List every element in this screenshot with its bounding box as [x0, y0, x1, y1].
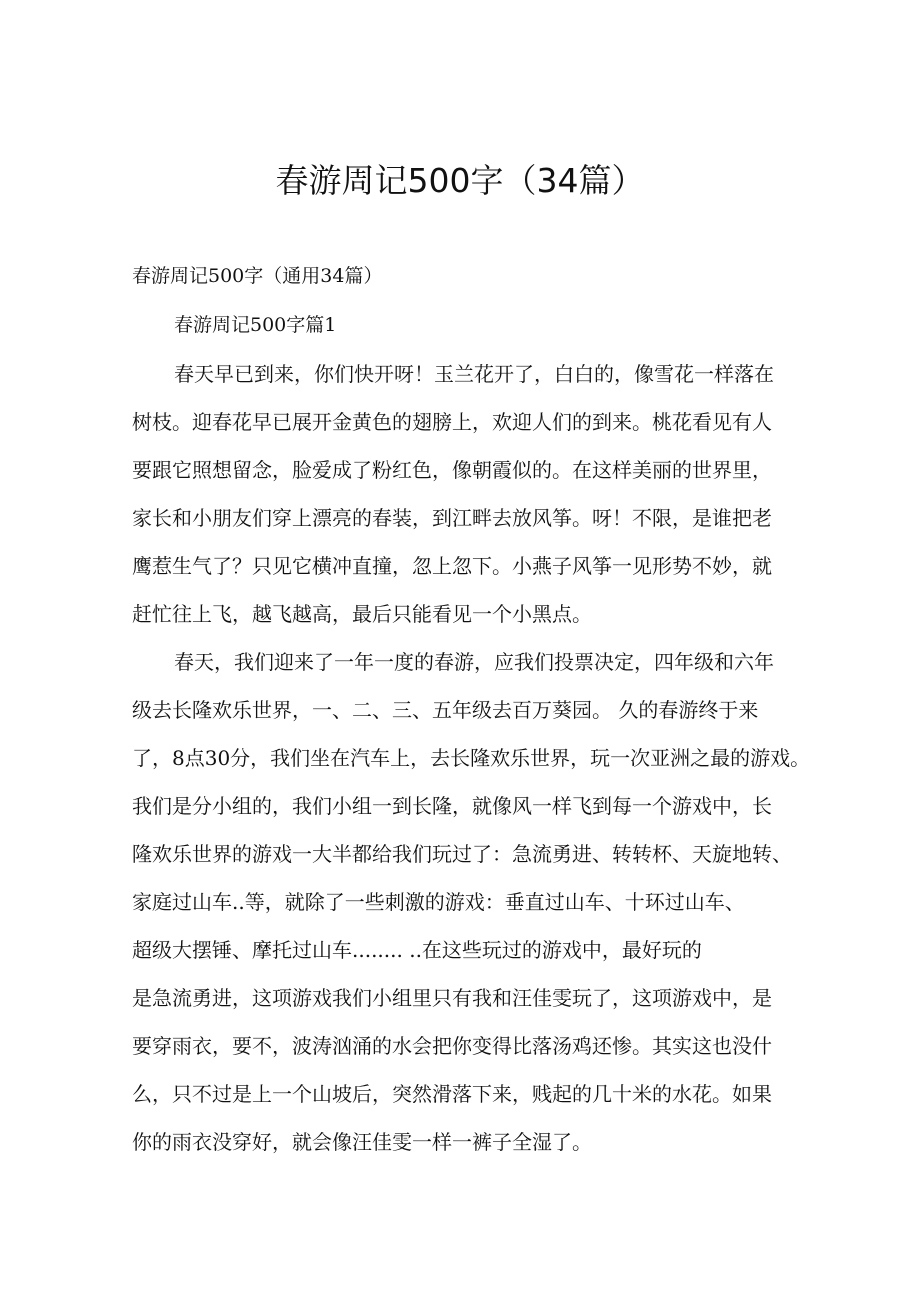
paragraph-line: 要跟它照想留念，脸爱成了粉红色，像朝霞似的。在这样美丽的世界里，: [132, 458, 772, 482]
paragraph-line: 鹰惹生气了？只见它横冲直撞，忽上忽下。小燕子风筝一见形势不妙，就: [132, 554, 772, 578]
paragraph: [132, 638, 811, 1166]
paragraph-line: 赶忙往上飞，越飞越高，最后只能看见一个小黑点。: [132, 602, 592, 626]
paragraph-line: 了，8点30分，我们坐在汽车上，去长隆欢乐世界，玩一次亚洲之最的游戏。: [132, 746, 811, 770]
document-subtitle: 春游周记500字（通用34篇）: [132, 265, 383, 287]
paragraph-line: 要穿雨衣，要不，波涛汹涌的水会把你变得比落汤鸡还惨。其实这也没什: [132, 1034, 772, 1058]
paragraph-line: 我们是分小组的，我们小组一到长隆，就像风一样飞到每一个游戏中，长: [132, 794, 772, 818]
paragraph-line: 超级大摆锤、摩托过山车........ ..在这些玩过的游戏中，最好玩的: [132, 938, 702, 962]
section-heading: 春游周记500字篇1: [174, 314, 337, 336]
paragraph-line: 级去长隆欢乐世界，一、二、三、五年级去百万葵园。 久的春游终于来: [132, 698, 759, 722]
paragraph-line: 春天，我们迎来了一年一度的春游，应我们投票决定，四年级和六年: [174, 650, 774, 674]
document-title: 春游周记500字（34篇）: [275, 161, 645, 200]
paragraph-line: 家长和小朋友们穿上漂亮的春装，到江畔去放风筝。呀！不限，是谁把老: [132, 506, 772, 530]
paragraph-line: 春天早已到来，你们快开呀！玉兰花开了，白白的，像雪花一样落在: [174, 362, 774, 386]
paragraph-line: 隆欢乐世界的游戏一大半都给我们玩过了：急流勇进、转转杯、天旋地转、: [132, 842, 792, 866]
paragraph-line: 你的雨衣没穿好，就会像汪佳雯一样一裤子全湿了。: [132, 1130, 592, 1154]
paragraph: [132, 350, 792, 638]
paragraph-line: 么，只不过是上一个山坡后，突然滑落下来，贱起的几十米的水花。如果: [132, 1082, 772, 1106]
paragraph-line: 树枝。迎春花早已展开金黄色的翅膀上，欢迎人们的到来。桃花看见有人: [132, 410, 772, 434]
paragraph-line: 是急流勇进，这项游戏我们小组里只有我和汪佳雯玩了，这项游戏中，是: [132, 986, 772, 1010]
paragraph-line: 家庭过山车..等，就除了一些刺激的游戏：垂直过山车、十环过山车、: [132, 890, 745, 914]
